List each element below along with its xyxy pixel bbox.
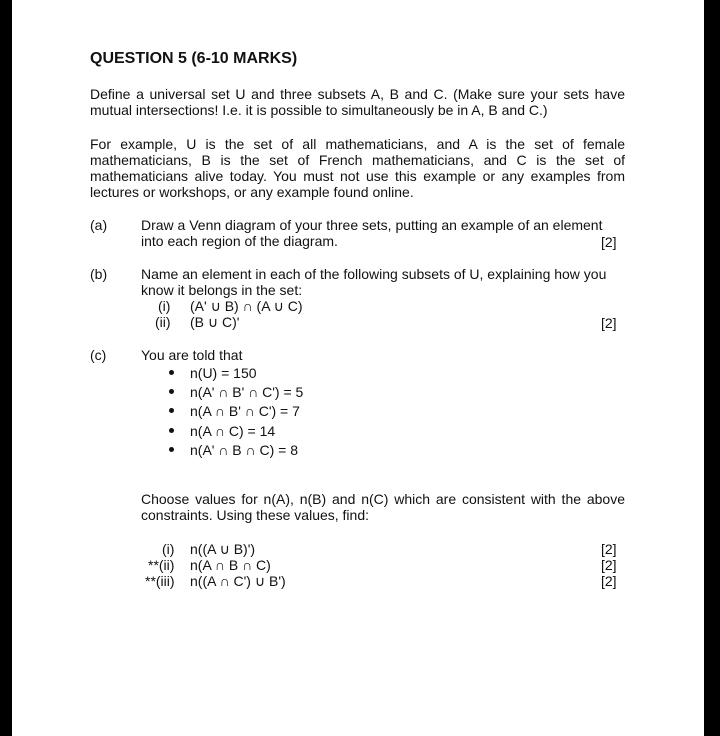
constraint-item: n(A ∩ C) = 14 (190, 423, 276, 439)
example-line-3: mathematicians alive today. You must not use this example or any examples from (90, 168, 625, 184)
bullet-icon (169, 389, 174, 394)
bullet-icon (169, 428, 174, 433)
bullet-icon (169, 370, 174, 375)
part-c-label: (c) (90, 347, 107, 363)
question-title: QUESTION 5 (6-10 MARKS) (90, 50, 298, 67)
intro-line-1: Define a universal set U and three subsets A, B and C. (Make sure your sets have (90, 86, 625, 102)
constraint-item: n(A' ∩ B ∩ C) = 8 (190, 442, 298, 458)
part-b-marks: [2] (601, 315, 617, 331)
choose-line-2: constraints. Using these values, find: (141, 507, 370, 523)
part-b-item-expr: (B ∪ C)' (190, 314, 240, 330)
part-b-line-1: Name an element in each of the following subsets of U, explaining how you (141, 266, 607, 282)
example-line-4: lectures or workshops, or any example found online. (90, 184, 414, 200)
intro-line-2: mutual intersections! I.e. it is possible to simultaneously be in A, B and C.) (90, 102, 548, 118)
part-c-item-num: **(iii) (145, 573, 175, 589)
part-a-marks: [2] (601, 234, 617, 250)
part-a-line-2: into each region of the diagram. (141, 233, 338, 249)
part-c-item-marks: [2] (601, 541, 617, 557)
example-line-2: mathematicians, B is the set of French mathematicians, and C is the set of (90, 152, 625, 168)
part-c-item-expr: n(A ∩ B ∩ C) (190, 557, 271, 573)
part-a-line-1: Draw a Venn diagram of your three sets, putting an example of an element (141, 217, 603, 233)
constraint-item: n(A ∩ B' ∩ C') = 7 (190, 403, 300, 419)
part-b-item-num: (i) (158, 298, 171, 314)
part-b-item-expr: (A' ∪ B) ∩ (A ∪ C) (190, 298, 303, 314)
part-a-label: (a) (90, 217, 108, 233)
part-c-intro: You are told that (141, 347, 243, 363)
part-b-label: (b) (90, 266, 108, 282)
bullet-icon (169, 408, 174, 413)
constraint-item: n(A' ∩ B' ∩ C') = 5 (190, 384, 304, 400)
part-c-item-marks: [2] (601, 573, 617, 589)
constraint-item: n(U) = 150 (190, 365, 257, 381)
part-c-item-expr: n((A ∪ B)') (190, 541, 256, 557)
part-b-item-num: (ii) (155, 314, 171, 330)
example-line-1: For example, U is the set of all mathematicians, and A is the set of female (90, 136, 625, 152)
part-c-item-marks: [2] (601, 557, 617, 573)
part-c-item-num: **(ii) (148, 557, 175, 573)
document-page (12, 0, 704, 736)
part-c-item-num: (i) (162, 541, 175, 557)
part-b-line-2: know it belongs in the set: (141, 282, 303, 298)
bullet-icon (169, 447, 174, 452)
choose-line-1: Choose values for n(A), n(B) and n(C) which are consistent with the above (141, 491, 625, 507)
part-c-item-expr: n((A ∩ C') ∪ B') (190, 573, 286, 589)
